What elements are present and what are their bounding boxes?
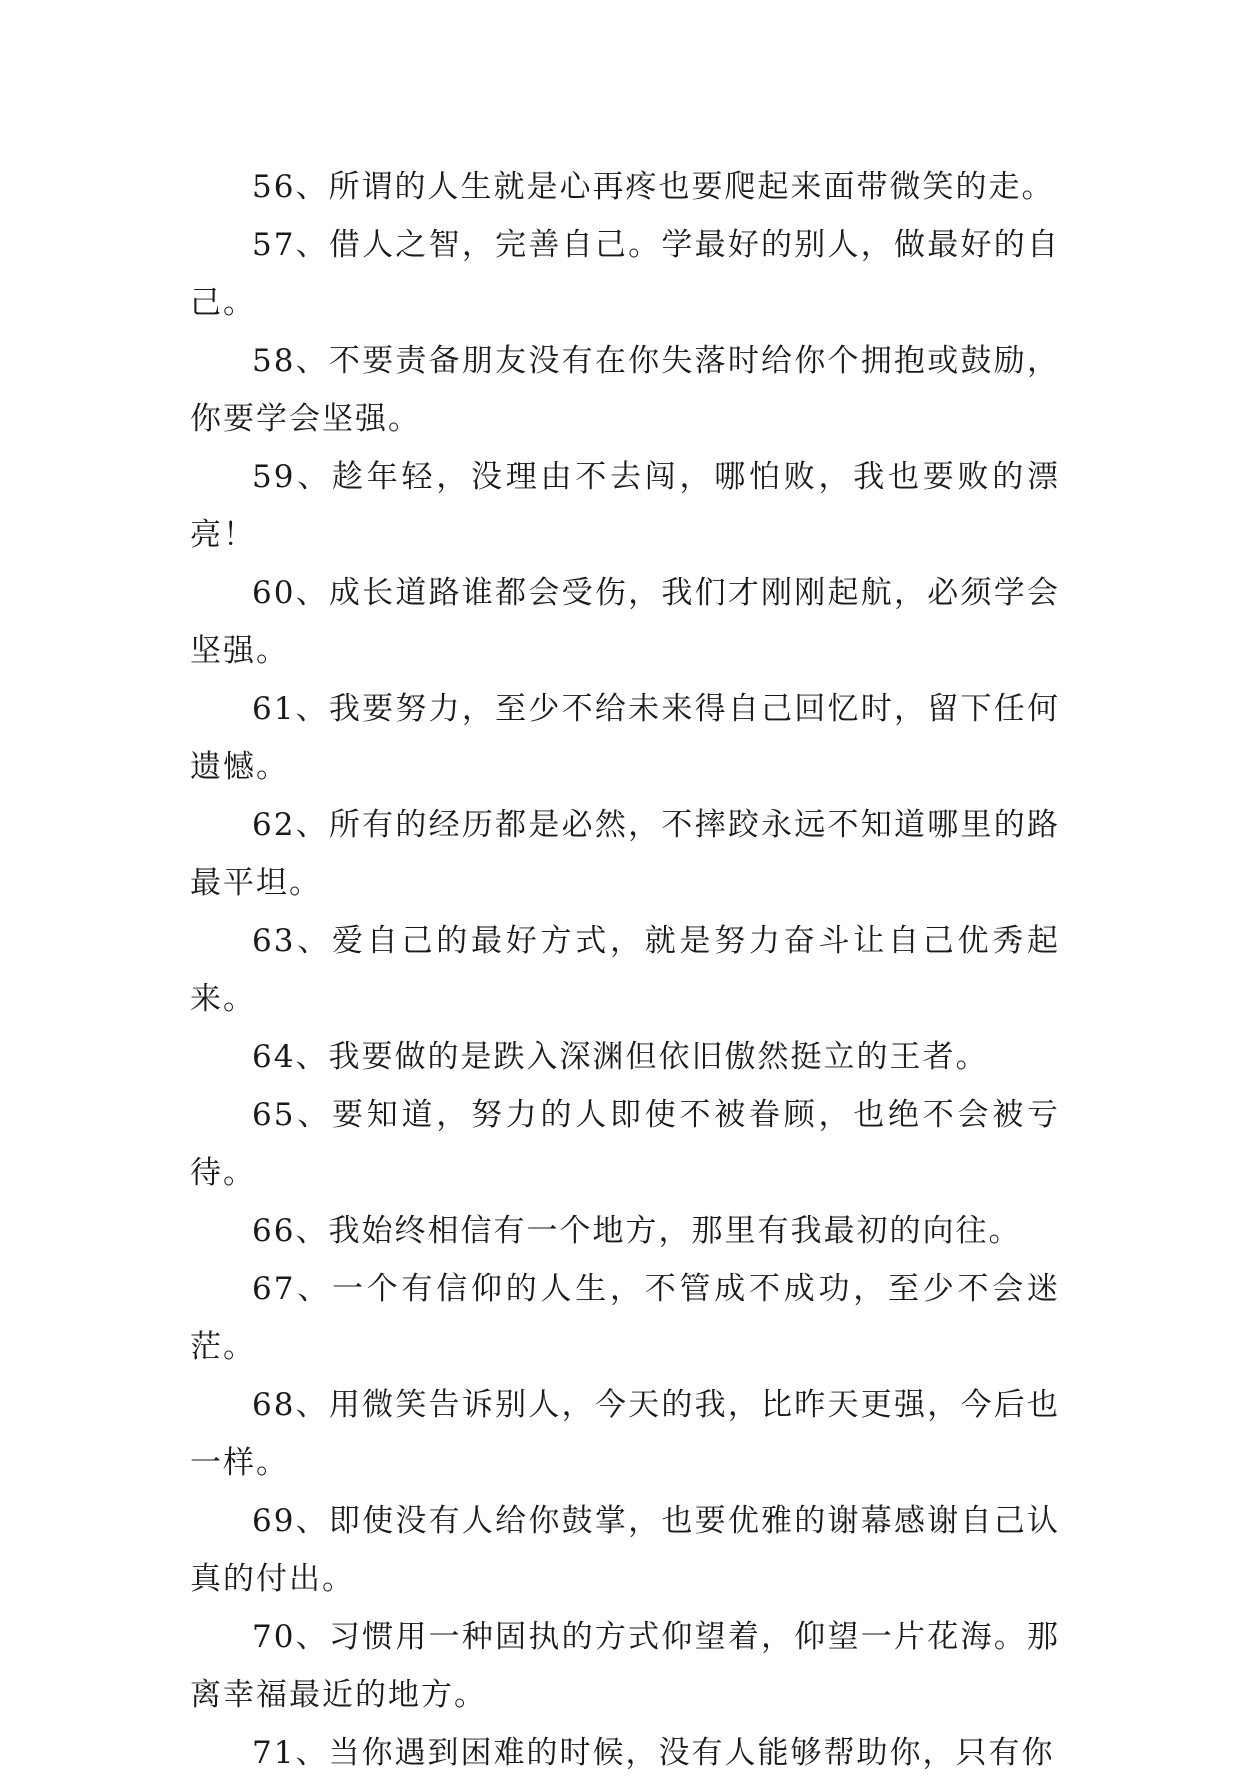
- paragraph-67: 67、一个有信仰的人生，不管成不成功，至少不会迷茫。: [190, 1271, 1060, 1365]
- paragraph-66: 66、我始终相信有一个地方，那里有我最初的向往。: [252, 1213, 1022, 1249]
- paragraph-65: 65、要知道，努力的人即使不被眷顾，也绝不会被亏待。: [190, 1097, 1060, 1191]
- paragraph-58: 58、不要责备朋友没有在你失落时给你个拥抱或鼓励，你要学会坚强。: [190, 343, 1060, 437]
- paragraph-70: 70、习惯用一种固执的方式仰望着，仰望一片花海。那离幸福最近的地方。: [190, 1619, 1060, 1713]
- paragraph-60: 60、成长道路谁都会受伤，我们才刚刚起航，必须学会坚强。: [190, 575, 1060, 669]
- paragraph-63: 63、爱自己的最好方式，就是努力奋斗让自己优秀起来。: [190, 923, 1060, 1017]
- paragraph-68: 68、用微笑告诉别人，今天的我，比昨天更强，今后也一样。: [190, 1387, 1060, 1481]
- paragraph-59: 59、趁年轻，没理由不去闯，哪怕败，我也要败的漂亮！: [190, 459, 1060, 553]
- paragraph-62: 62、所有的经历都是必然，不摔跤永远不知道哪里的路最平坦。: [190, 807, 1060, 901]
- paragraph-64: 64、我要做的是跌入深渊但依旧傲然挺立的王者。: [252, 1039, 989, 1075]
- paragraph-56: 56、所谓的人生就是心再疼也要爬起来面带微笑的走。: [252, 169, 1055, 205]
- paragraph-57: 57、借人之智，完善自己。学最好的别人，做最好的自己。: [190, 227, 1060, 321]
- document-body: [190, 158, 1060, 1782]
- paragraph-61: 61、我要努力，至少不给未来得自己回忆时，留下任何遗憾。: [190, 691, 1060, 785]
- paragraph-69: 69、即使没有人给你鼓掌，也要优雅的谢幕感谢自己认真的付出。: [190, 1503, 1060, 1597]
- paragraph-71: 71、当你遇到困难的时候，没有人能够帮助你，只有你: [252, 1735, 1055, 1771]
